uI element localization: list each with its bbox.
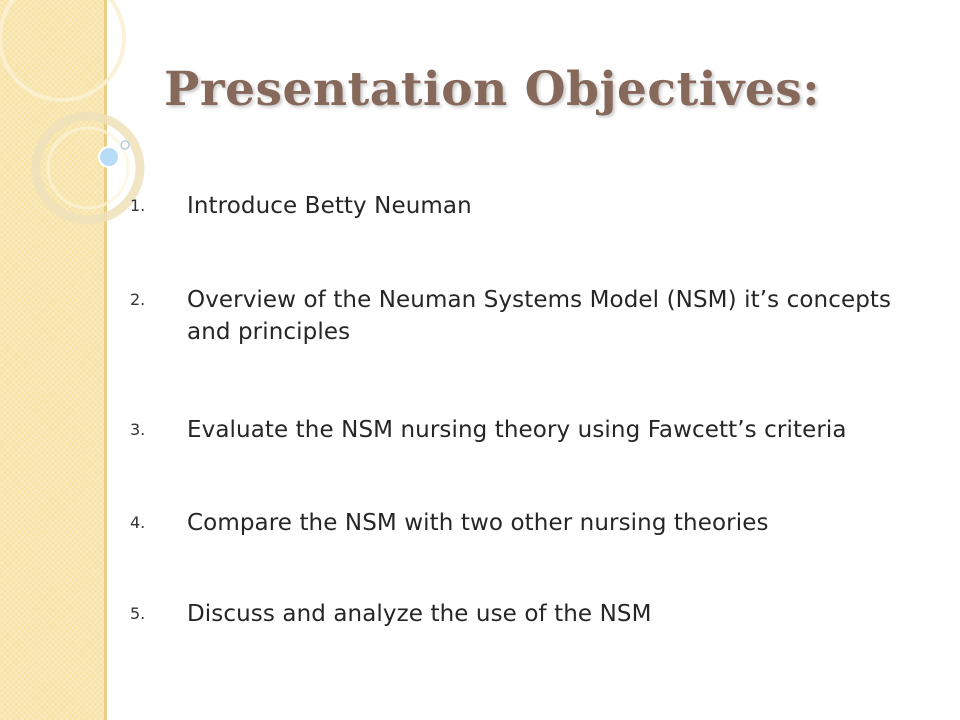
middle-ring (36, 116, 140, 220)
item-text: Discuss and analyze the use of the NSM (187, 601, 652, 627)
item-number: 3. (130, 420, 146, 439)
item-text: Introduce Betty Neuman (187, 193, 472, 219)
item-text: Compare the NSM with two other nursing theories (187, 510, 769, 536)
blue-bubble (99, 147, 119, 167)
slide-title: Presentation Objectives: (164, 62, 821, 117)
item-number: 5. (130, 604, 146, 623)
item-number: 1. (130, 196, 146, 215)
item-number: 2. (130, 290, 146, 309)
item-text: Overview of the Neuman Systems Model (NSM) it’s concepts and principles (187, 287, 892, 345)
item-number: 4. (130, 513, 146, 532)
item-text: Evaluate the NSM nursing theory using Fawcett’s criteria (187, 417, 847, 443)
inner-ring (48, 128, 128, 208)
decorative-rings (0, 0, 160, 300)
large-ring (0, 0, 124, 100)
